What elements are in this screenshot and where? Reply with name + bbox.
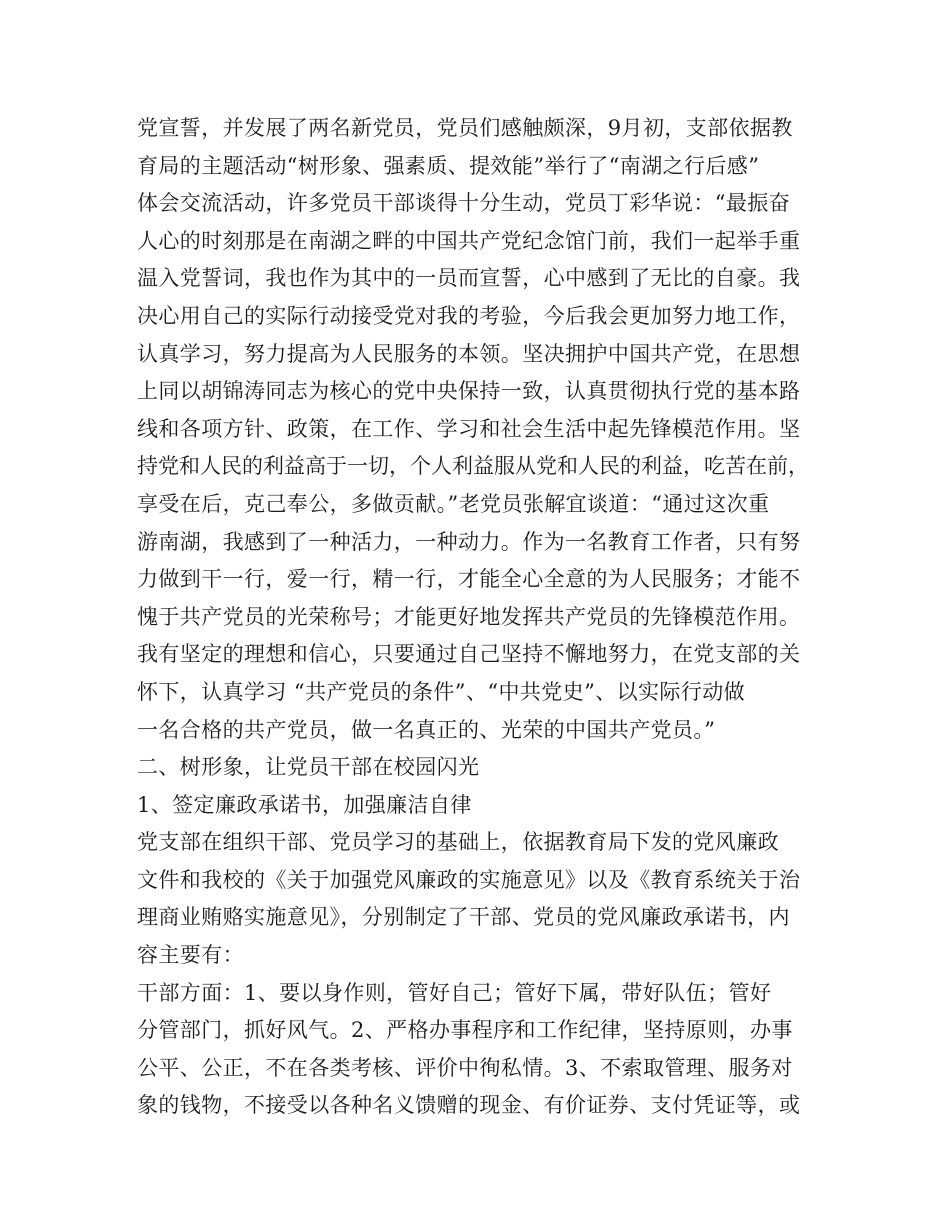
text-line: 党支部在组织干部、党员学习的基础上，依据教育局下发的党风廉政 [137,830,779,855]
text-line: 人心的时刻那是在南湖之畔的中国共产党纪念馆门前，我们一起举手重 [137,228,801,253]
document-body [137,110,837,1125]
text-line: 分管部门，抓好风气。2、严格办事程序和工作纪律，坚持原则，办事 [137,1018,793,1043]
text-line: 认真学习，努力提高为人民服务的本领。坚决拥护中国共产党，在思想 [137,341,801,366]
text-line: 容主要有： [137,943,244,968]
text-line: 游南湖，我感到了一种活力，一种动力。作为一名教育工作者，只有努 [137,529,801,554]
text-line: 一名合格的共产党员，做一名真正的、光荣的中国共产党员。” [137,717,716,742]
text-line: 公平、公正，不在各类考核、评价中徇私情。3、不索取管理、服务对 [137,1055,793,1080]
text-line: 象的钱物，不接受以各种名义馈赠的现金、有价证券、支付凭证等，或 [137,1093,801,1118]
text-line: 决心用自己的实际行动接受党对我的考验，今后我会更加努力地工作， [137,303,801,328]
text-line: 持党和人民的利益高于一切，个人利益服从党和人民的利益，吃苦在前， [137,454,809,479]
text-line: 享受在后，克己奉公，多做贡献。”老党员张解宜谈道：“通过这次重 [137,491,770,516]
text-line: 干部方面：1、要以身作则，管好自己；管好下属，带好队伍；管好 [137,980,772,1005]
text-line: 我有坚定的理想和信心，只要通过自己坚持不懈地努力，在党支部的关 [137,642,801,667]
text-line: 体会交流活动，许多党员干部谈得十分生动，党员丁彩华说：“最振奋 [137,191,791,216]
text-line: 育局的主题活动“树形象、强素质、提效能”举行了“南湖之行后感” [137,153,760,178]
text-line: 愧于共产党员的光荣称号；才能更好地发挥共产党员的先锋模范作用。 [137,604,801,629]
text-line: 温入党誓词，我也作为其中的一员而宣誓，心中感到了无比的自豪。我 [137,266,801,291]
subsection-heading: 1、签定廉政承诺书，加强廉洁自律 [137,792,472,817]
text-line: 党宣誓，并发展了两名新党员，党员们感触颇深，9月初，支部依据教 [137,116,793,140]
section-heading: 二、树形象，让党员干部在校园闪光 [137,755,480,780]
text-line: 怀下，认真学习 “共产党员的条件”、“中共党史”、以实际行动做 [137,679,746,704]
text-line: 线和各项方针、政策，在工作、学习和社会生活中起先锋模范作用。坚 [137,416,801,441]
text-line: 理商业贿赂实施意见》，分别制定了干部、党员的党风廉政承诺书，内 [137,905,790,930]
text-line: 力做到干一行，爱一行，精一行，才能全心全意的为人民服务；才能不 [137,567,801,592]
text-line: 文件和我校的《关于加强党风廉政的实施意见》以及《教育系统关于治 [137,867,801,892]
text-line: 上同以胡锦涛同志为核心的党中央保持一致，认真贯彻执行党的基本路 [137,379,801,404]
